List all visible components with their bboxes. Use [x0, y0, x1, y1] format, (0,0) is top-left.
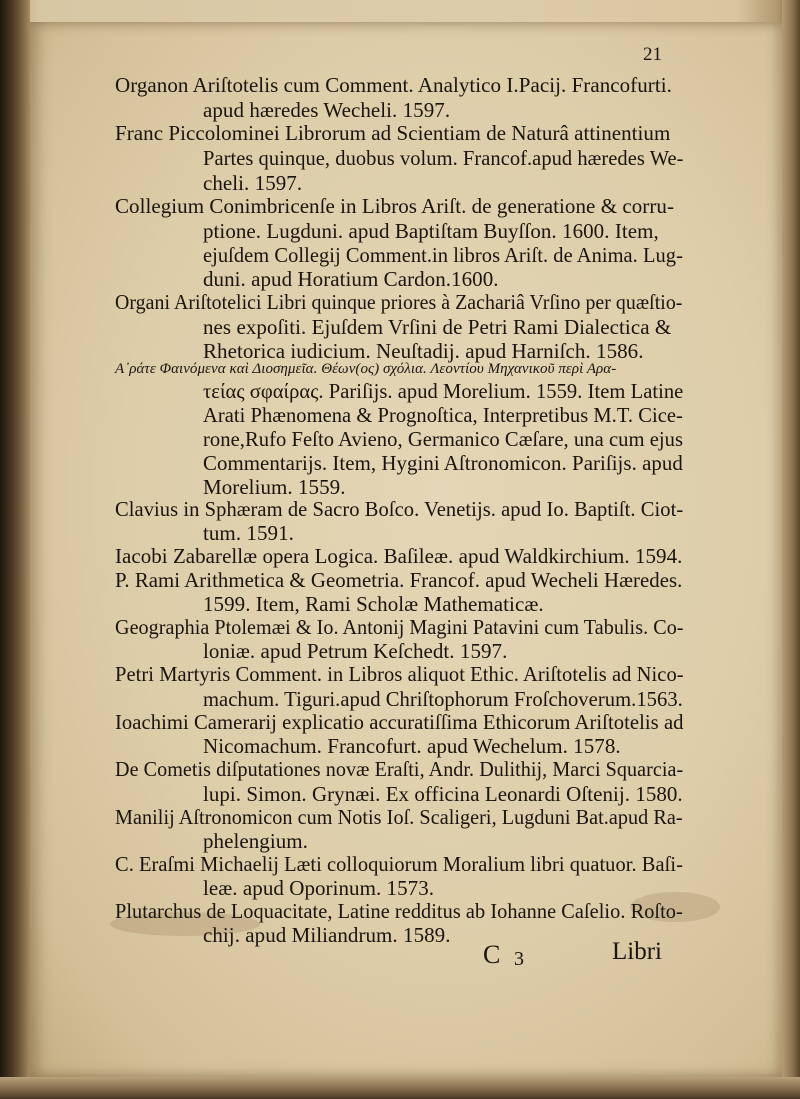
entry-line: Collegium Conimbricenſe in Libros Ariſt. de generatione & corru-: [115, 194, 674, 218]
entry-line: Ioachimi Camerarij explicatio accuratiſſima Ethicorum Ariſtotelis ad: [115, 710, 684, 734]
entry-line: P. Rami Arithmetica & Geometria. Francof. apud Wecheli Hæredes.: [115, 568, 683, 592]
entry-line: Clavius in Sphæram de Sacro Boſco. Venetijs. apud Io. Baptiſt. Ciot-: [115, 497, 684, 521]
entry-line: Morelium. 1559.: [203, 475, 346, 499]
entry-line: 1599. Item, Rami Scholæ Mathematicæ.: [203, 592, 544, 616]
signature-mark-number: 3: [514, 948, 524, 970]
entry-line: Commentarijs. Item, Hygini Aſtronomicon. Pariſijs. apud: [203, 451, 683, 475]
entry-line: Rhetorica iudicium. Neuſtadij. apud Harniſch. 1586.: [203, 339, 644, 363]
entry-line: Partes quinque, duobus volum. Francof.apud hæredes We-: [203, 146, 684, 170]
entry-line: nes expoſiti. Ejuſdem Vrſini de Petri Rami Dialectica &: [203, 315, 672, 339]
entry-line: duni. apud Horatium Cardon.1600.: [203, 267, 499, 291]
entry-line: Plutarchus de Loquacitate, Latine redditus ab Iohanne Caſelio. Roſto-: [115, 899, 683, 923]
entry-line: τείας σφαίρας. Pariſijs. apud Morelium. 1559. Item Latine: [203, 379, 684, 403]
entry-line: Arati Phænomena & Prognoſtica, Interpretibus M.T. Cice-: [203, 403, 683, 427]
entry-line: apud hæredes Wecheli. 1597.: [203, 98, 451, 122]
entry-line: Manilij Aſtronomicon cum Notis Ioſ. Scaligeri, Lugduni Bat.apud Ra-: [115, 805, 683, 829]
entry-line: ptione. Lugduni. apud Baptiſtam Buyſſon. 1600. Item,: [203, 219, 659, 243]
entry-line: machum. Tiguri.apud Chriſtophorum Froſchoverum.1563.: [203, 687, 683, 711]
entry-line: Franc Piccolominei Librorum ad Scientiam de Naturâ attinentium: [115, 121, 671, 145]
entry-line: phelengium.: [203, 829, 308, 853]
entry-line: De Cometis diſputationes novæ Eraſti, Andr. Dulithij, Marci Squarcia-: [115, 757, 684, 781]
entry-line: ejuſdem Collegij Comment.in libros Ariſt. de Anima. Lug-: [203, 243, 683, 267]
entry-line: tum. 1591.: [203, 521, 294, 545]
book-bottom-edge: [0, 1077, 800, 1099]
catchword: Libri: [612, 938, 662, 965]
entry-line: rone,Rufo Feſto Avieno, Germanico Cæſare, una cum ejus: [203, 427, 684, 451]
entry-line: Iacobi Zabarellæ opera Logica. Baſileæ. apud Waldkirchium. 1594.: [115, 544, 683, 568]
entry-line: Petri Martyris Comment. in Libros aliquot Ethic. Ariſtotelis ad Nico-: [115, 662, 684, 686]
page-stack-edge: [782, 0, 800, 1099]
entry-line: loniæ. apud Petrum Keſchedt. 1597.: [203, 639, 508, 663]
entry-line: C. Eraſmi Michaelij Læti colloquiorum Moralium libri quatuor. Baſi-: [115, 852, 683, 876]
entry-line: Organi Ariſtotelici Libri quinque priores à Zachariâ Vrſino per quæſtio-: [115, 290, 683, 314]
entry-line: Nicomachum. Francofurt. apud Wechelum. 1578.: [203, 734, 621, 758]
entry-line: lupi. Simon. Grynæi. Ex officina Leonardi Oſtenij. 1580.: [203, 782, 683, 806]
entry-line: leæ. apud Oporinum. 1573.: [203, 876, 435, 900]
entry-line: Organon Ariſtotelis cum Comment. Analytico I.Pacij. Francofurti.: [115, 73, 672, 97]
signature-mark-letter: C: [483, 940, 501, 969]
entry-line: Geographia Ptolemæi & Io. Antonij Magini Patavini cum Tabulis. Co-: [115, 615, 684, 639]
book-binding-edge: [0, 0, 30, 1099]
entry-line-greek: Α᾽ράτε Φαινόμενα καὶ Διοσημεῖα. Θέων(ος) σχόλια. Λεοντίου Μηχανικοῦ περὶ Αρα-: [115, 361, 617, 377]
entry-line: cheli. 1597.: [203, 171, 303, 195]
page-number: 21: [643, 44, 662, 65]
entry-line: chij. apud Miliandrum. 1589.: [203, 923, 451, 947]
